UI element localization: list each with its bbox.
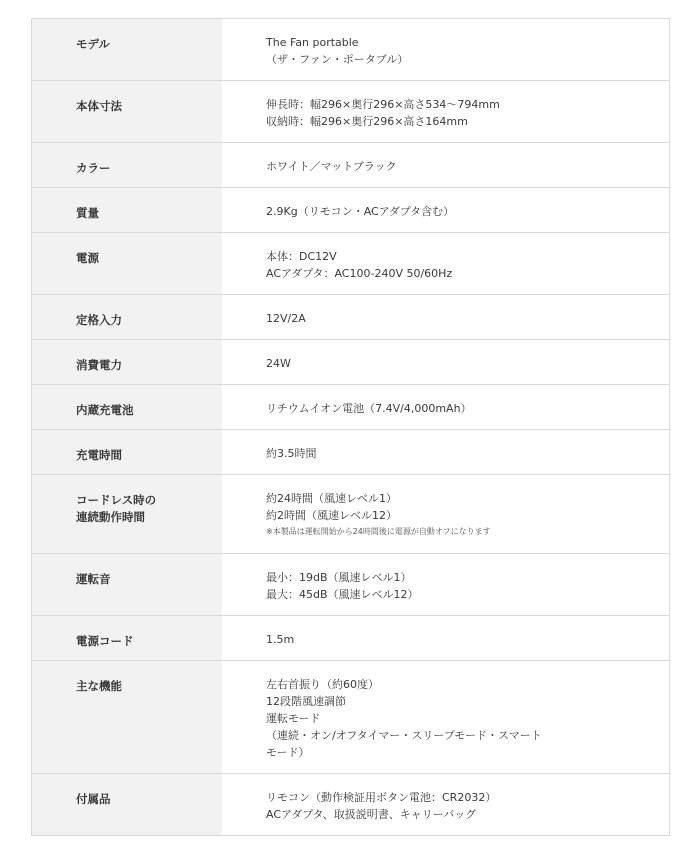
spec-label-line: 連続動作時間 (76, 510, 145, 524)
spec-label-line: 主な機能 (76, 679, 122, 693)
spec-row-accessories (32, 774, 669, 836)
spec-value (222, 188, 669, 232)
spec-value (222, 233, 669, 294)
spec-value-line: 本体：DC12V (266, 250, 337, 263)
spec-row-power-cord (32, 616, 669, 661)
spec-label (32, 295, 222, 339)
spec-label-line: 電源コード (76, 634, 134, 648)
spec-label (32, 430, 222, 474)
spec-value-line: 24W (266, 357, 291, 370)
spec-value-line: 約24時間（風速レベル1） (266, 492, 397, 505)
spec-value-line: ACアダプタ、取扱説明書、キャリーバッグ (266, 808, 477, 821)
spec-label (32, 774, 222, 835)
spec-label (32, 661, 222, 773)
spec-label (32, 616, 222, 660)
spec-value (222, 19, 669, 80)
spec-value-line: 約2時間（風速レベル12） (266, 509, 397, 522)
spec-label-line: 電源 (76, 251, 99, 265)
spec-value-line: （連続・オン/オフタイマー・スリープモード・スマート (266, 729, 542, 742)
spec-value-line: 伸長時：幅296×奥行296×高さ534〜794mm (266, 98, 500, 111)
spec-value (222, 143, 669, 187)
spec-value (222, 774, 669, 835)
spec-label (32, 554, 222, 615)
spec-value (222, 430, 669, 474)
spec-label-line: モデル (76, 37, 110, 51)
spec-row-color (32, 143, 669, 188)
spec-label (32, 475, 222, 553)
spec-value-line: リチウムイオン電池（7.4V/4,000mAh） (266, 402, 472, 415)
spec-label-line: 本体寸法 (76, 99, 122, 113)
spec-value (222, 616, 669, 660)
spec-note: ※本製品は運転開始から24時間後に電源が自動オフになります (266, 527, 491, 536)
spec-value-line: 運転モード (266, 712, 321, 725)
spec-label (32, 81, 222, 142)
spec-label-line: 質量 (76, 206, 99, 220)
spec-value-line: ACアダプタ：AC100-240V 50/60Hz (266, 267, 453, 280)
spec-value (222, 385, 669, 429)
spec-row-dimensions (32, 81, 669, 143)
spec-row-cordless-runtime (32, 475, 669, 554)
spec-label (32, 385, 222, 429)
spec-value (222, 661, 669, 773)
spec-value (222, 554, 669, 615)
spec-label-line: 内蔵充電池 (76, 403, 134, 417)
spec-label-line: 定格入力 (76, 313, 122, 327)
spec-value-line: ホワイト／マットブラック (266, 160, 397, 173)
spec-value (222, 475, 669, 553)
spec-label-line: コードレス時の (76, 493, 157, 507)
spec-label (32, 143, 222, 187)
spec-row-main-features (32, 661, 669, 774)
spec-value-line: モード） (266, 746, 310, 759)
spec-value-line: 1.5m (266, 633, 295, 646)
spec-value-line: 12V/2A (266, 312, 306, 325)
spec-value (222, 340, 669, 384)
spec-label-line: 消費電力 (76, 358, 122, 372)
spec-value (222, 295, 669, 339)
spec-label-line: 運転音 (76, 572, 111, 586)
spec-label-line: カラー (76, 161, 111, 175)
spec-row-battery (32, 385, 669, 430)
spec-label (32, 188, 222, 232)
spec-label-line: 付属品 (76, 792, 111, 806)
spec-value-line: 約3.5時間 (266, 447, 317, 460)
spec-value-line: 左右首振り（約60度） (266, 678, 379, 691)
spec-label-line: 充電時間 (76, 448, 122, 462)
spec-label (32, 233, 222, 294)
spec-row-power-source (32, 233, 669, 295)
spec-value (222, 81, 669, 142)
spec-value-line: リモコン（動作検証用ボタン電池：CR2032） (266, 791, 497, 804)
spec-row-weight (32, 188, 669, 233)
spec-row-model (32, 19, 669, 81)
spec-value-line: 12段階風速調節 (266, 695, 346, 708)
spec-row-charge-time (32, 430, 669, 475)
spec-value-line: 最大：45dB（風速レベル12） (266, 588, 419, 601)
spec-value-line: The Fan portable (266, 36, 359, 49)
spec-row-rated-input (32, 295, 669, 340)
spec-label (32, 340, 222, 384)
spec-row-power-consumption (32, 340, 669, 385)
spec-table (31, 18, 670, 836)
spec-value-line: 収納時：幅296×奥行296×高さ164mm (266, 115, 468, 128)
spec-value-line: 2.9Kg（リモコン・ACアダプタ含む） (266, 205, 455, 218)
spec-value-line: （ザ・ファン・ポータブル） (266, 53, 409, 66)
spec-value-line: 最小：19dB（風速レベル1） (266, 571, 412, 584)
spec-row-noise (32, 554, 669, 616)
spec-label (32, 19, 222, 80)
